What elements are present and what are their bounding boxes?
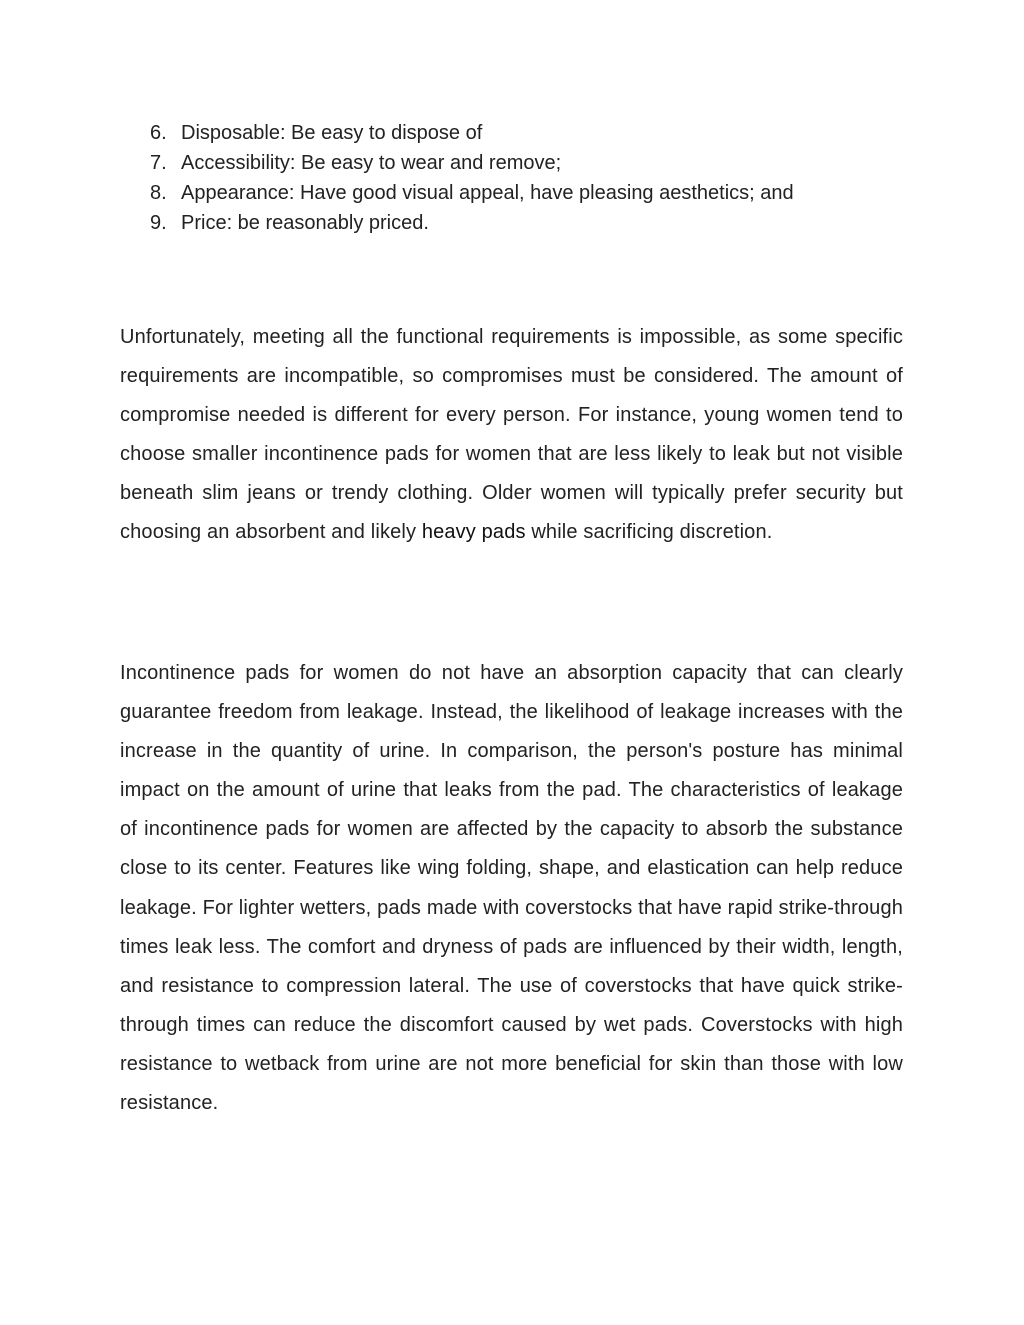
list-item — [120, 178, 910, 208]
paragraph-leakage: Incontinence pads for women do not have an absorption capacity that can clearly guarantee freedom from leakage. Instead, the likelihood of leakage increases with the increase in the quantity of urine. In comparison, the person's posture has minimal impact on the amount of urine that leaks from the pad. The characteristics of leakage of incontinence pads for women are affected by the capacity to absorb the substance close to its center. Features like wing folding, shape, and elastication can help reduce leakage. For lighter wetters, pads made with coverstocks that have rapid strike-through times leak less. The comfort and dryness of pads are influenced by their width, length, and resistance to compression lateral. The use of coverstocks that have quick strike-through times can reduce the discomfort caused by wet pads. Coverstocks with high resistance to wetback from urine are not more beneficial for skin than those with low resistance. — [120, 662, 903, 1115]
list-item-text: Disposable: Be easy to dispose of — [181, 122, 483, 144]
list-item-number: 9. — [150, 212, 167, 234]
list-item — [120, 118, 910, 148]
requirements-list — [120, 118, 910, 238]
list-item-number: 8. — [150, 182, 167, 204]
list-item — [120, 148, 910, 178]
list-item — [120, 208, 910, 238]
paragraph-compromise — [120, 318, 903, 553]
list-item-number: 6. — [150, 122, 167, 144]
list-item-number: 7. — [150, 152, 167, 174]
paragraph-text: while sacrificing discretion. — [525, 521, 773, 544]
paragraph-text: Unfortunately, meeting all the functional requirements is impossible, as some specific requirements are incompatible, so compromises must be considered. The amount of compromise needed is different for every person. For instance, young women tend to choose smaller incontinence pads for women that are less likely to leak but not visible beneath slim jeans or trendy clothing. Older women will typically prefer security but choosing an absorbent and likely — [120, 326, 903, 544]
list-item-text: Price: be reasonably priced. — [181, 212, 429, 234]
list-item-text: Appearance: Have good visual appeal, have pleasing aesthetics; and — [181, 182, 794, 204]
list-item-text: Accessibility: Be easy to wear and remove; — [181, 152, 562, 174]
heavy-pads-link[interactable]: heavy pads — [421, 521, 526, 544]
